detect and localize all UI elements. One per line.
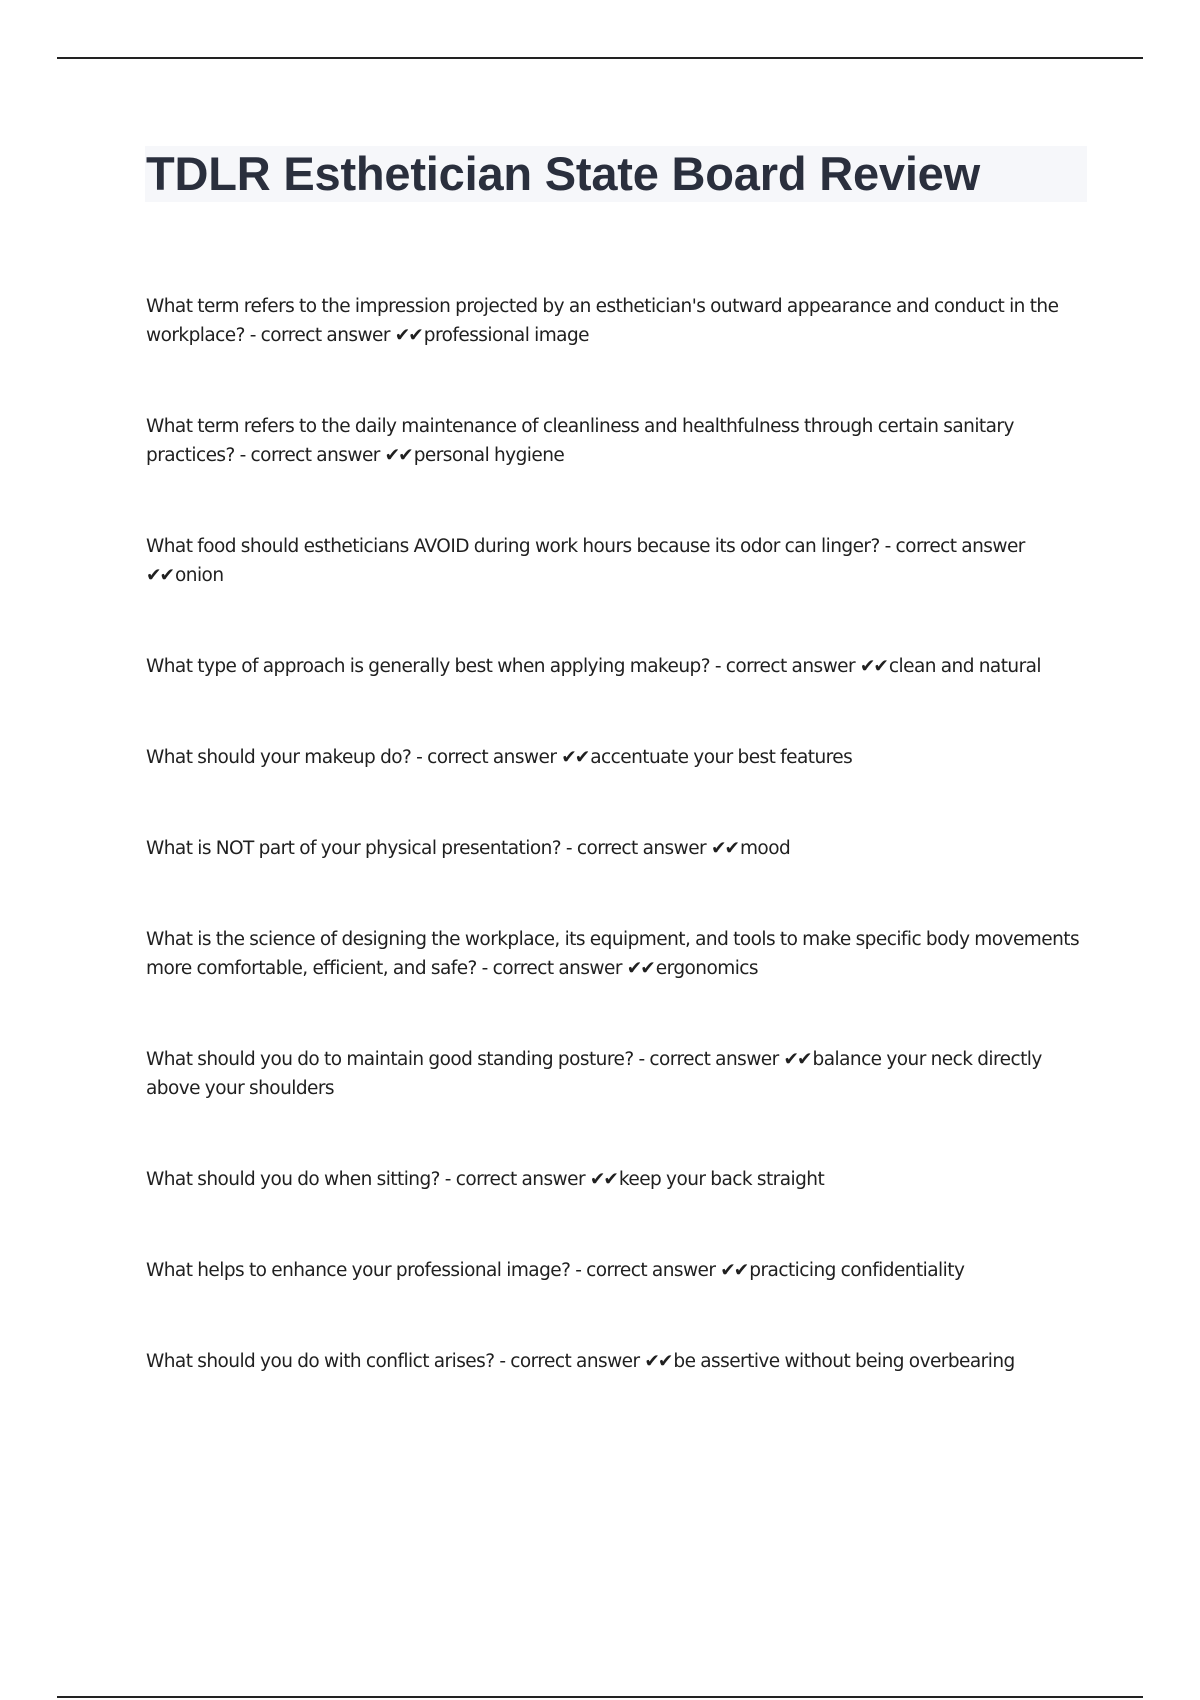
double-check-icon: ✔✔ <box>384 445 412 466</box>
qa-item <box>146 925 1086 983</box>
double-check-icon: ✔✔ <box>394 325 422 346</box>
answer-separator: - correct answer <box>411 747 562 768</box>
answer-separator: - correct answer <box>234 445 385 466</box>
answer-separator: - correct answer <box>633 1049 784 1070</box>
question-text: What is NOT part of your physical presentation? <box>146 838 562 859</box>
answer-text: clean and natural <box>888 656 1042 677</box>
qa-item <box>146 1347 1086 1376</box>
qa-item <box>146 1165 1086 1194</box>
question-text: What term refers to the daily maintenance of cleanliness and healthfulness through certain sanitary practices? <box>146 416 1014 466</box>
answer-text: onion <box>175 565 224 586</box>
double-check-icon: ✔✔ <box>710 838 738 859</box>
answer-text: be assertive without being overbearing <box>673 1351 1015 1372</box>
bottom-divider <box>57 1696 1143 1698</box>
double-check-icon: ✔✔ <box>626 958 654 979</box>
answer-separator: - correct answer <box>439 1169 590 1190</box>
answer-separator: - correct answer <box>244 325 395 346</box>
qa-item <box>146 532 1086 590</box>
double-check-icon: ✔✔ <box>561 747 589 768</box>
answer-text: keep your back straight <box>618 1169 825 1190</box>
top-divider <box>57 57 1143 59</box>
question-text: What should you do to maintain good standing posture? <box>146 1049 634 1070</box>
answer-text: mood <box>739 838 791 859</box>
answer-separator: - correct answer <box>494 1351 645 1372</box>
question-text: What type of approach is generally best when applying makeup? <box>146 656 710 677</box>
answer-separator: - correct answer <box>476 958 627 979</box>
double-check-icon: ✔✔ <box>589 1169 617 1190</box>
qa-item <box>146 292 1086 350</box>
answer-text: accentuate your best features <box>590 747 853 768</box>
question-text: What is the science of designing the workplace, its equipment, and tools to make specific body movements more comfortable, efficient, and safe? <box>146 929 1080 979</box>
question-text: What should you do when sitting? <box>146 1169 440 1190</box>
qa-item <box>146 652 1086 681</box>
answer-text: personal hygiene <box>413 445 565 466</box>
double-check-icon: ✔✔ <box>783 1049 811 1070</box>
qa-item <box>146 834 1086 863</box>
qa-item <box>146 1256 1086 1285</box>
answer-text: ergonomics <box>655 958 758 979</box>
double-check-icon: ✔✔ <box>644 1351 672 1372</box>
qa-list <box>146 292 1086 1376</box>
question-text: What food should estheticians AVOID during work hours because its odor can linger? <box>146 536 880 557</box>
answer-text: professional image <box>423 325 589 346</box>
question-text: What term refers to the impression projected by an esthetician's outward appearance and conduct in the workplace? <box>146 296 1059 346</box>
answer-separator: - correct answer <box>561 838 711 859</box>
answer-text: practicing confidentiality <box>749 1260 965 1281</box>
double-check-icon: ✔✔ <box>720 1260 748 1281</box>
answer-separator: - correct answer <box>570 1260 721 1281</box>
double-check-icon: ✔✔ <box>146 565 174 586</box>
question-text: What should your makeup do? <box>146 747 412 768</box>
qa-item <box>146 743 1086 772</box>
answer-text: balance your neck directly above your shoulders <box>146 1049 1042 1099</box>
qa-item <box>146 412 1086 470</box>
answer-separator: - correct answer <box>709 656 860 677</box>
document-title: TDLR Esthetician State Board Review <box>146 147 980 200</box>
question-text: What should you do with conflict arises? <box>146 1351 495 1372</box>
qa-item <box>146 1045 1086 1103</box>
answer-separator: - correct answer <box>879 536 1025 557</box>
question-text: What helps to enhance your professional image? <box>146 1260 571 1281</box>
double-check-icon: ✔✔ <box>859 656 887 677</box>
